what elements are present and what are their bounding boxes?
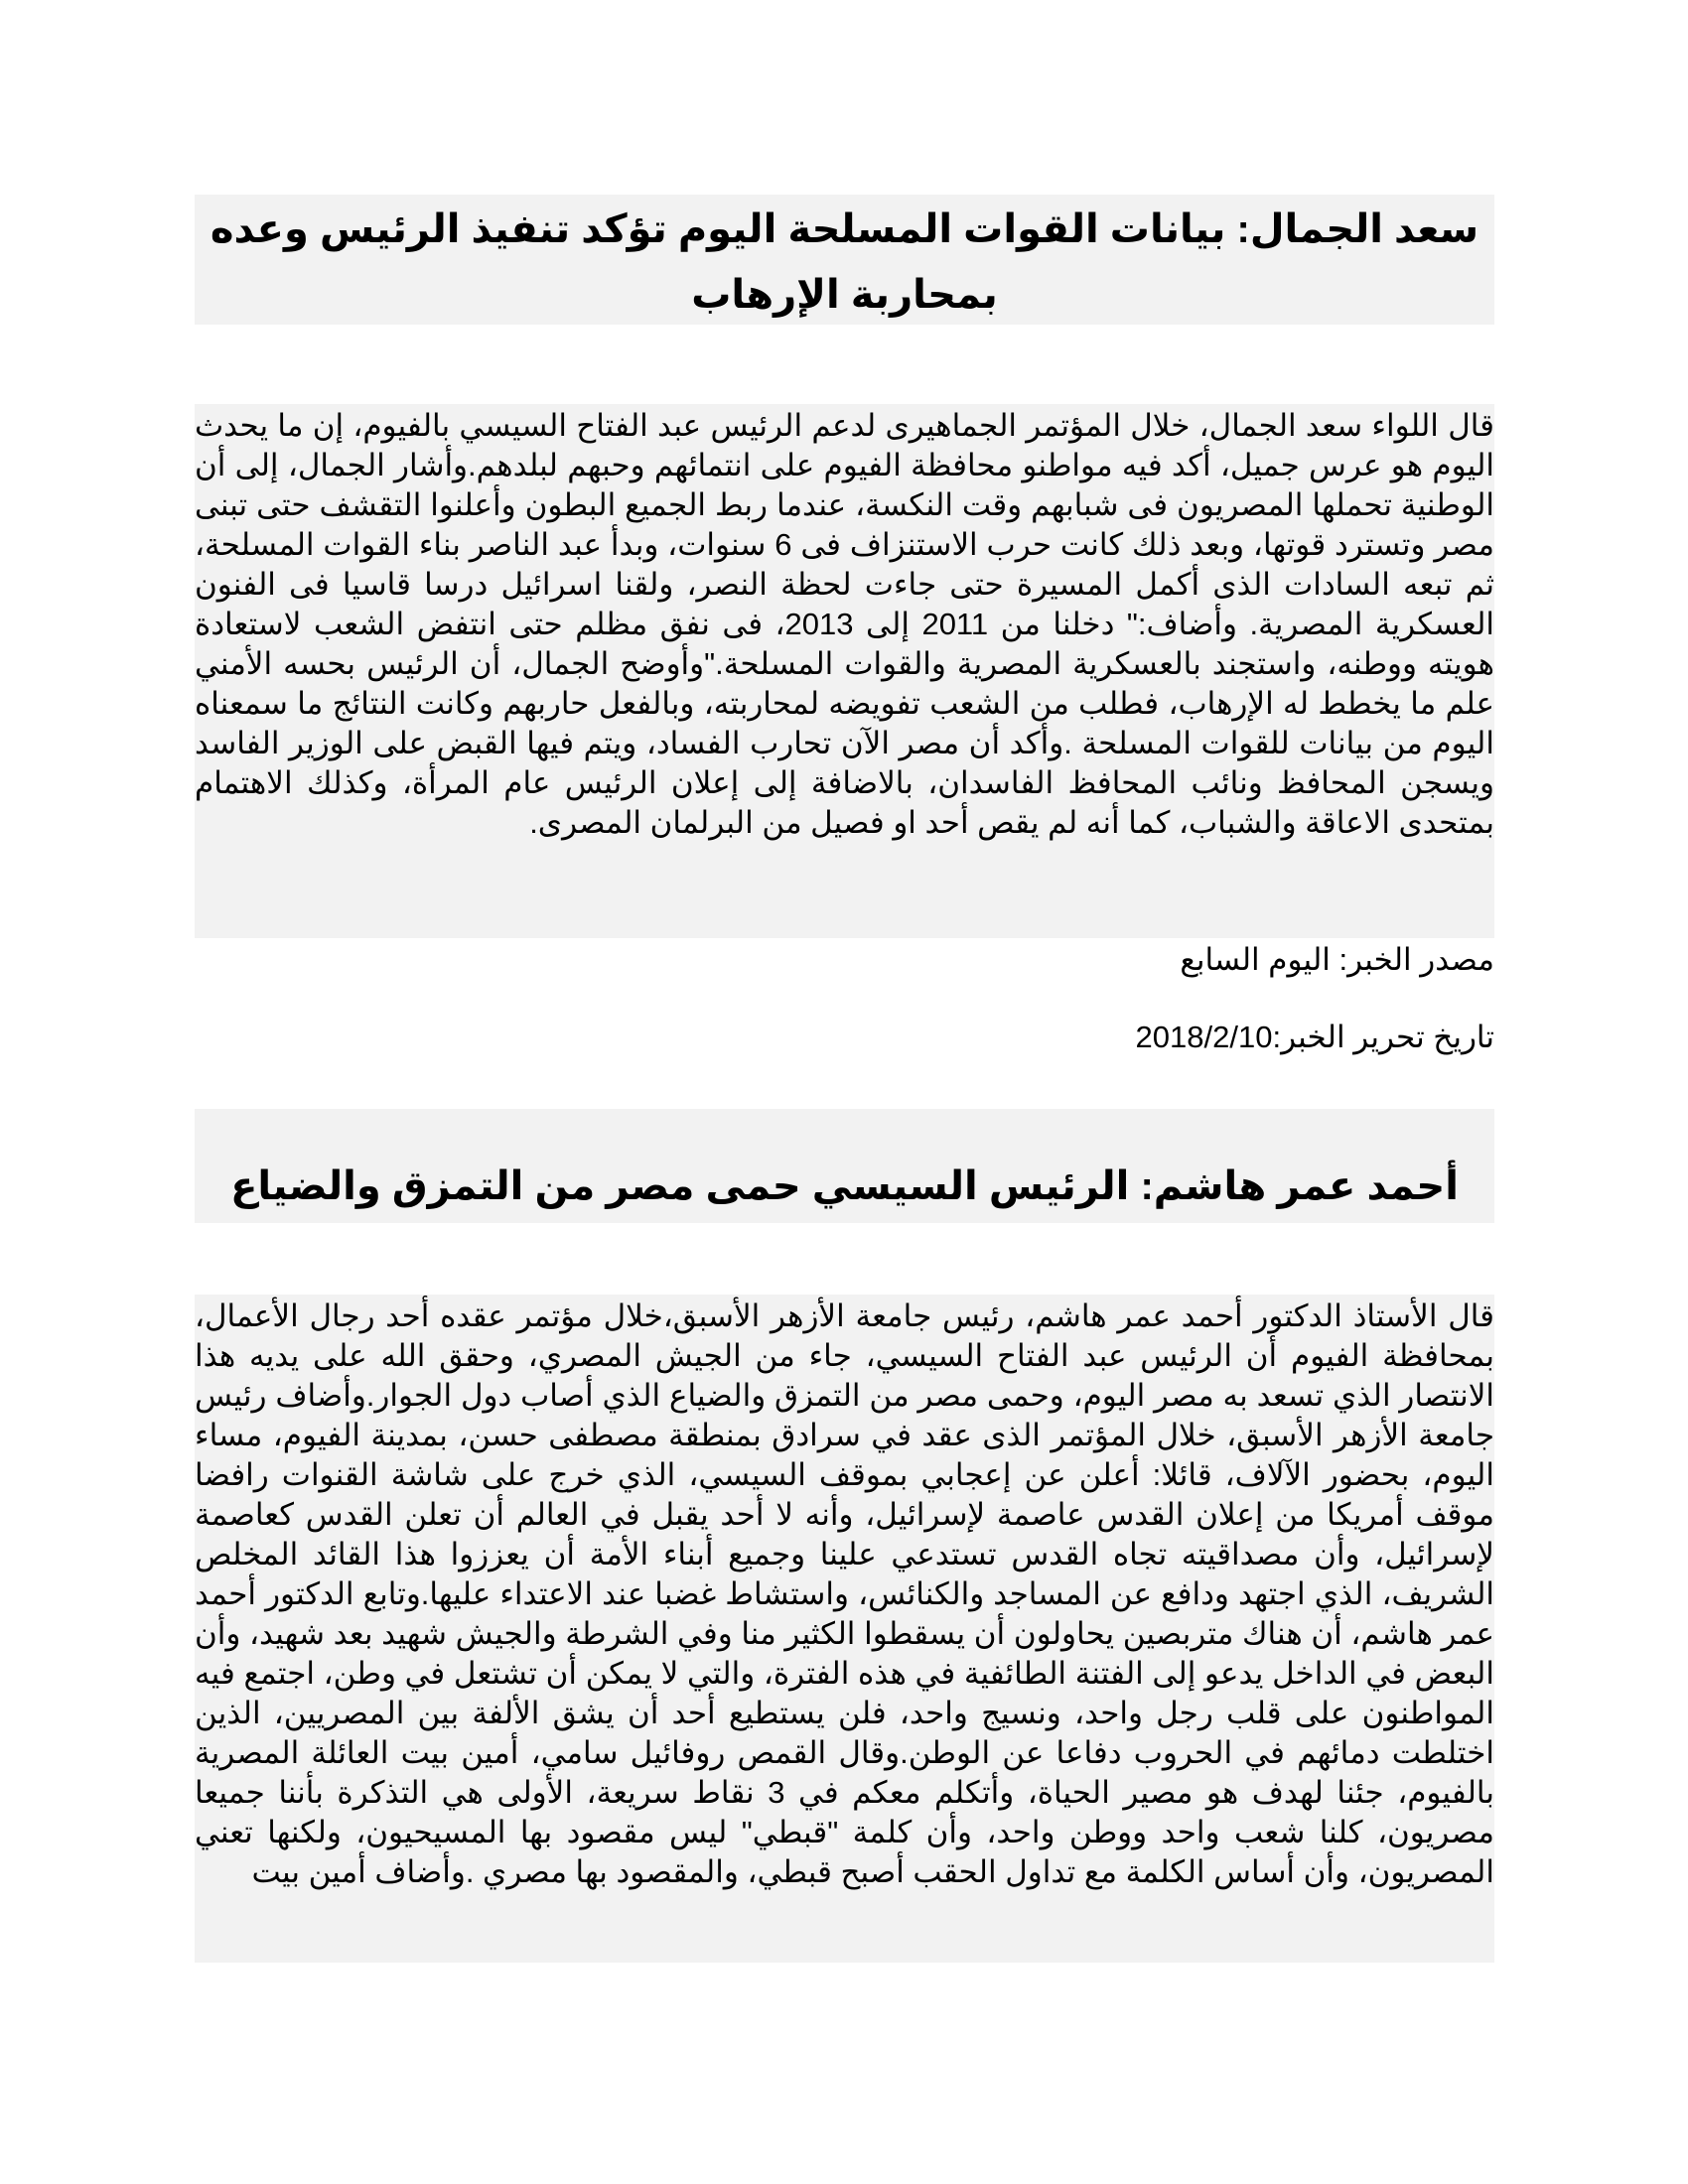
document-page <box>195 195 1494 1963</box>
edit-date-line <box>195 1018 1494 1057</box>
article-headline: سعد الجمال: بيانات القوات المسلحة اليوم تؤكد تنفيذ الرئيس وعده بمحاربة الإرهاب <box>195 195 1494 325</box>
colon-separator: : <box>1330 942 1348 977</box>
article-body: قال اللواء سعد الجمال، خلال المؤتمر الجماهيرى لدعم الرئيس عبد الفتاح السيسي بالفيوم، إن ما يحدث اليوم هو عرس جميل، أكد فيه مواطنو محافظة الفيوم على انتمائهم وحبهم لبلدهم.وأشار الجمال، إلى أن الوطنية تحملها المصريون فى شبابهم وقت النكسة، عندما ربط الجميع البطون وأعلنوا التقشف حتى تبنى مصر وتسترد قوتها، وبعد ذلك كانت حرب الاستنزاف فى 6 سنوات، وبدأ عبد الناصر بناء القوات المسلحة، ثم تبعه السادات الذى أكمل المسيرة حتى جاءت لحظة النصر، ولقنا اسرائيل درسا قاسيا فى الفنون العسكرية المصرية. وأضاف:" دخلنا من 2011 إلى 2013، فى نفق مظلم حتى انتفض الشعب لاستعادة هويته ووطنه، واستجند بالعسكرية المصرية والقوات المسلحة."وأوضح الجمال، أن الرئيس بحسه الأمني علم ما يخطط له الإرهاب، فطلب من الشعب تفويضه لمحاربته، وبالفعل حاربهم وكانت النتائج ما سمعناه اليوم من بيانات للقوات المسلحة .وأكد أن مصر الآن تحارب الفساد، ويتم فيها القبض على الوزير الفاسد ويسجن المحافظ ونائب المحافظ الفاسدان، بالاضافة إلى إعلان الرئيس عام المرأة، وكذلك الاهتمام بمتحدى الاعاقة والشباب، كما أنه لم يقص أحد او فصيل من البرلمان المصرى. <box>195 404 1494 938</box>
colon-separator: : <box>1272 1020 1282 1054</box>
section-spacer <box>195 1057 1494 1109</box>
article-saad-elgamal <box>195 195 1494 1057</box>
edit-date-value: 2018/2/10 <box>1135 1020 1273 1054</box>
article-ahmed-omar-hashem <box>195 1109 1494 1963</box>
article-headline <box>195 1109 1494 1223</box>
article-body: قال الأستاذ الدكتور أحمد عمر هاشم، رئيس جامعة الأزهر الأسبق،خلال مؤتمر عقده أحد رجال الأعمال، بمحافظة الفيوم أن الرئيس عبد الفتاح السيسي، جاء من الجيش المصري، وحقق الله على يديه هذا الانتصار الذي تسعد به مصر اليوم، وحمى مصر من التمزق والضياع الذي أصاب دول الجوار.وأضاف رئيس جامعة الأزهر الأسبق، خلال المؤتمر الذى عقد في سرادق بمنطقة مصطفى حسن، بمدينة الفيوم، مساء اليوم، بحضور الآلاف، قائلا: أعلن عن إعجابي بموقف السيسي، الذي خرج على شاشة القنوات رافضا موقف أمريكا من إعلان القدس عاصمة لإسرائيل، وأنه لا أحد يقبل في العالم أن تعلن القدس كعاصمة لإسرائيل، وأن مصداقيته تجاه القدس تستدعي علينا وجميع أبناء الأمة أن يعززوا هذا القائد المخلص الشريف، الذي اجتهد ودافع عن المساجد والكنائس، واستشاط غضبا عند الاعتداء عليها.وتابع الدكتور أحمد عمر هاشم، أن هناك متربصين يحاولون أن يسقطوا الكثير منا وفي الشرطة والجيش شهيد بعد شهيد، وأن البعض في الداخل يدعو إلى الفتنة الطائفية في هذه الفترة، والتي لا يمكن أن تشتعل في وطن، اجتمع فيه المواطنون على قلب رجل واحد، ونسيج واحد، فلن يستطيع أحد أن يشق الألفة بين المصريين، الذين اختلطت دمائهم في الحروب دفاعا عن الوطن.وقال القمص روفائيل سامي، أمين بيت العائلة المصرية بالفيوم، جئنا لهدف هو مصير الحياة، وأتكلم معكم في 3 نقاط سريعة، الأولى هي التذكرة بأننا جميعا مصريون، كلنا شعب واحد ووطن واحد، وأن كلمة "قبطي" ليس مقصود بها المسيحيون، ولكنها تعني المصريون، وأن أساس الكلمة مع تداول الحقب أصبح قبطي، والمقصود بها مصري .وأضاف أمين بيت <box>195 1295 1494 1963</box>
edit-date-label: تاريخ تحرير الخبر <box>1281 1020 1494 1054</box>
news-source-label: مصدر الخبر <box>1347 942 1494 977</box>
news-source-line <box>195 940 1494 980</box>
article-headline-text: أحمد عمر هاشم: الرئيس السيسي حمى مصر من التمزق والضياع <box>230 1164 1459 1208</box>
news-source-value: اليوم السابع <box>1180 942 1331 977</box>
